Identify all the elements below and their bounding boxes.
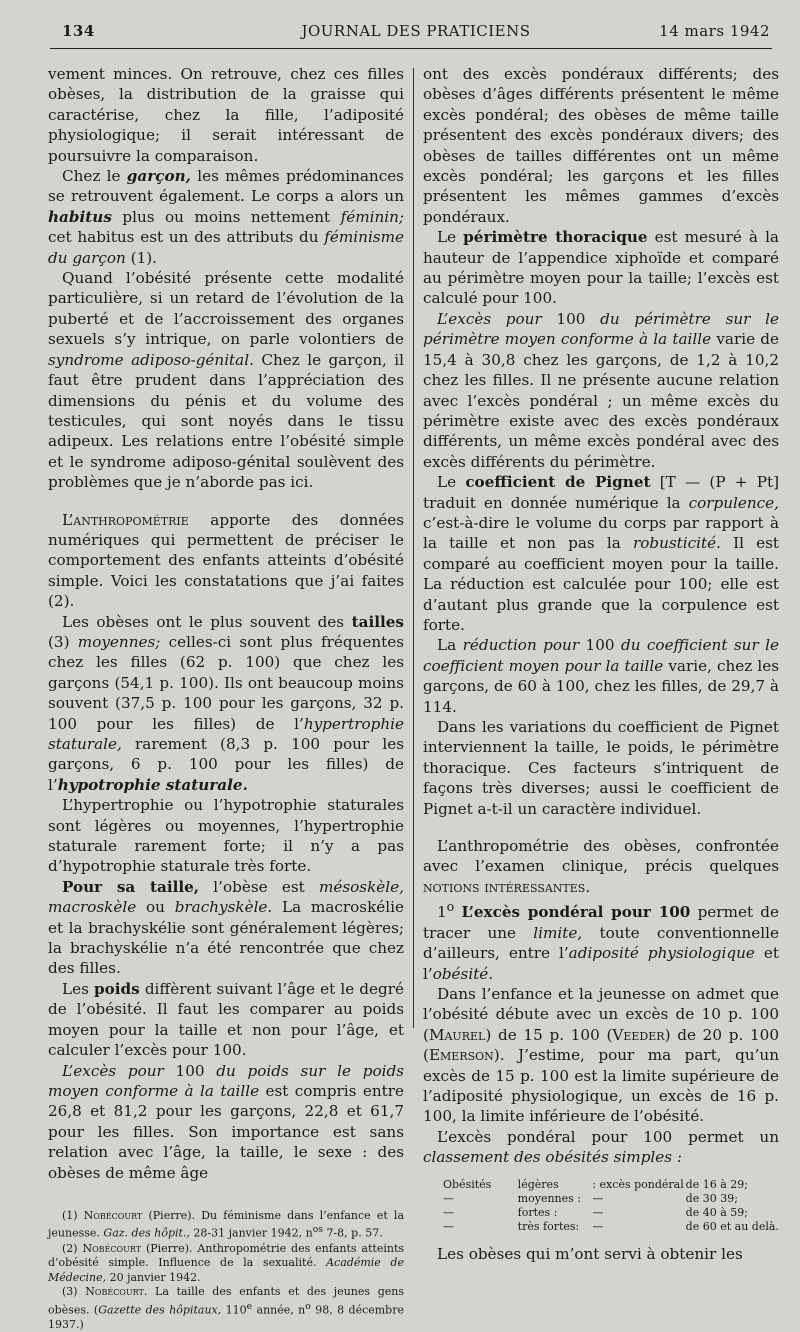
table-row: — très fortes: — de 60 et au delà.	[443, 1219, 779, 1233]
header-rule	[50, 48, 772, 49]
table-row: — moyennes : — de 30 39;	[443, 1191, 738, 1205]
paragraph: vement minces. On retrouve, chez ces filles obèses, la distribution de la graisse qui caractérise, chez la fille, l’adiposité physiologique; il serait intéressant de poursuivre la comparaison.	[48, 65, 404, 165]
paragraph: Quand l’obésité présente cette modalité particulière, si un retard de l’évolution de la puberté et de l’accroissement des organes sexuels s’y intrique, on parle volontiers de syndrome adiposo-génital. Chez le garçon, il faut être prudent dans l’appréciation des dimensions du pénis et du volume des testicules, qui sont noyés dans le tissu adipeux. Les relations entre l’obésité simple et le syndrome adiposo-génital soulèvent des problèmes que je n’aborde pas ici.	[48, 269, 405, 492]
issue-date: 14 mars 1942	[659, 22, 770, 40]
page-header	[62, 22, 770, 46]
paragraph: Dans l’enfance et la jeunesse on admet que l’obésité débute avec un excès de 10 p. 100 (Maurel) de 15 p. 100 (Veeder) de 20 p. 100 (Emerson). J’estime, pour ma part, qu’un excès de 15 p. 100 est la limite supérieure de l’adiposité physiologique, un excès de 16 p. 100, la limite inférieure de l’obésité.	[423, 984, 779, 1126]
paragraph: La réduction pour 100 du coefficient sur le coefficient moyen pour la taille varie, chez les garçons, de 60 à 100, chez les filles, de 29,7 à 114.	[423, 636, 780, 716]
paragraph: L’excès pondéral pour 100 permet un classement des obésités simples :	[423, 1127, 779, 1167]
page-number: 134	[62, 22, 95, 40]
paragraph: Les obèses qui m’ont servi à obtenir les	[437, 1244, 743, 1263]
paragraph: L’excès pour 100 du périmètre sur le périmètre moyen conforme à la taille varie de 15,4 à 30,8 chez les garçons, de 1,2 à 10,2 chez les filles. Il ne présente aucune relation avec l’excès pondéral ; un même excès du périmètre existe avec des excès pondéraux différents, un même excès pondéral avec des excès différents du périmètre.	[423, 309, 780, 471]
paragraph: Chez le garçon, les mêmes prédominances se retrouvent également. Le corps a alors un habitus plus ou moins nettement féminin; cet habitus est un des attributs du féminisme du garçon (1).	[48, 167, 404, 267]
paragraph: L’anthropométrie des obèses, confrontée avec l’examen clinique, précis quelques notions intéressantes.	[423, 837, 779, 896]
paragraph: L’hypertrophie ou l’hypotrophie staturales sont légères ou moyennes, l’hypertrophie staturale rarement forte; il n’y a pas d’hypotrophie staturale très forte.	[48, 796, 404, 876]
paragraph: Le périmètre thoracique est mesuré à la hauteur de l’appendice xiphoïde et comparé au périmètre moyen pour la taille; l’excès est calculé pour 100.	[423, 228, 779, 308]
table-row: — fortes : — de 40 à 59;	[443, 1205, 748, 1219]
footnotes	[48, 1209, 404, 1332]
paragraph: 1$^o$ L’excès pondéral pour 100 permet de tracer une limite, toute conventionnelle d’ailleurs, entre l’adiposité physiologique et l’obésité.	[423, 899, 780, 983]
column-divider	[413, 68, 414, 1028]
paragraph: Les obèses ont le plus souvent des tailles (3) moyennes; celles-ci sont plus fréquentes chez les filles (62 p. 100) que chez les garçons (54,1 p. 100). Ils ont beaucoup moins souvent (37,5 p. 100 pour les garçons, 32 p. 100 pour les filles) de l’hypertrophie staturale, rarement (8,3 p. 100 pour les garçons, 6 p. 100 pour les filles) de l’hypotrophie staturale.	[48, 612, 404, 794]
paragraph: Pour sa taille, l’obèse est mésoskèle, macroskèle ou brachyskèle. La macroskélie et la brachyskélie sont généralement légères; la brachyskélie n’a été rencontrée que chez des filles.	[48, 877, 404, 978]
table-row: Obésités légères : excès pondéral de 16 à 29;	[443, 1177, 748, 1191]
paragraph: ont des excès pondéraux différents; des obèses d’âges différents présentent le même excès pondéral; des obèses de même taille présentent des excès pondéraux divers; des obèses de tailles différentes ont un même excès pondéral; les garçons et les filles présentent les mêmes gammes d’excès pondéraux.	[423, 65, 779, 226]
footnote: (3) Nobécourt. La taille des enfants et des jeunes gens obèses. (Gazette des hôpitaux, 110e année, $n^o$ 98, 8 décembre 1937.)	[48, 1285, 404, 1331]
journal-title: JOURNAL DES PRATICIENS	[301, 22, 531, 40]
right-column	[423, 64, 779, 1264]
footnote: (1) Nobécourt (Pierre). Du féminisme dans l’enfance et la jeunesse. Gaz. des hôpit., 28-31 janvier 1942, $n^{os}$ 7-8, p. 57.	[48, 1208, 405, 1241]
paragraph: Dans les variations du coefficient de Pignet interviennent la taille, le poids, le périmètre thoracique. Ces facteurs s’intriquent de façons très diverses; aussi le coefficient de Pignet a-t-il un caractère individuel.	[423, 718, 779, 818]
obesity-classification-table	[443, 1178, 779, 1234]
paragraph: L’anthropométrie apporte des données numériques qui permettent de préciser le comportement des enfants atteints d’obésité simple. Voici les constatations que j’ai faites (2).	[48, 510, 404, 611]
paragraph: Le coefficient de Pignet [T — (P + Pt] traduit en donnée numérique la corpulence, c’est-à-dire le volume du corps par rapport à la taille et non pas la robusticité. Il est comparé au coefficient moyen pour la taille. La réduction est calculée pour 100; elle est d’autant plus grande que la corpulence est forte.	[423, 473, 780, 634]
left-column	[48, 64, 404, 1332]
paragraph: Les poids diffèrent suivant l’âge et le degré de l’obésité. Il faut les comparer au poids moyen pour la taille et non pour l’âge, et calculer l’excès pour 100.	[48, 979, 404, 1060]
paragraph: L’excès pour 100 du poids sur le poids moyen conforme à la taille est compris entre 26,8 et 81,2 pour les garçons, 22,8 et 61,7 pour les filles. Son importance est sans relation avec l’âge, la taille, le sexe : des obèses de même âge	[48, 1061, 404, 1182]
footnote: (2) Nobécourt (Pierre). Anthropométrie des enfants atteints d’obésité simple. Influence de la sexualité. Académie de Médecine, 20 janvier 1942.	[48, 1241, 405, 1284]
